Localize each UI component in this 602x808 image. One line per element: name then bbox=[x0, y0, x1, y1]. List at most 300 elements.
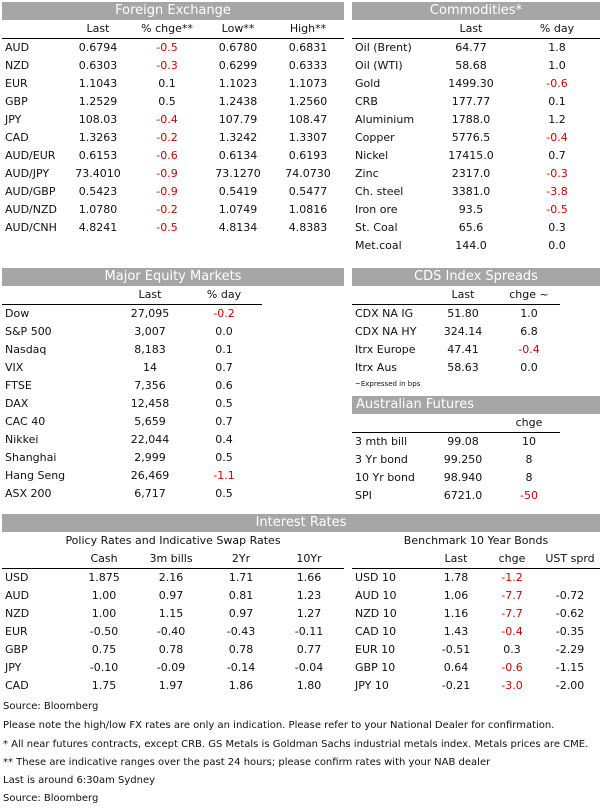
policy-rows bbox=[2, 569, 344, 696]
row-label: USD bbox=[5, 571, 29, 584]
table-row bbox=[352, 641, 600, 659]
table-row bbox=[352, 111, 600, 129]
row-value: 1.0749 bbox=[218, 203, 258, 216]
row-value: -0.2 bbox=[156, 203, 178, 216]
row-label: NZD bbox=[5, 59, 30, 72]
row-value: -0.14 bbox=[226, 661, 256, 674]
row-value: 1.27 bbox=[296, 607, 322, 620]
row-value: 14 bbox=[143, 361, 157, 374]
row-label: AUD/GBP bbox=[5, 185, 56, 198]
fx-title: Foreign Exchange bbox=[2, 2, 344, 20]
row-value: -0.6 bbox=[546, 77, 568, 90]
row-value: 64.77 bbox=[455, 41, 487, 54]
row-label: Nickel bbox=[355, 149, 389, 162]
row-label: CAD bbox=[5, 131, 29, 144]
row-value: 1.71 bbox=[228, 571, 254, 584]
row-label: Gold bbox=[355, 77, 381, 90]
table-row bbox=[2, 641, 344, 659]
row-label: CDX NA HY bbox=[355, 325, 417, 338]
row-label: Aluminium bbox=[355, 113, 415, 126]
row-value: -0.21 bbox=[441, 679, 471, 692]
row-label: Zinc bbox=[355, 167, 379, 180]
row-label: Oil (WTI) bbox=[355, 59, 403, 72]
row-value: 26,469 bbox=[130, 469, 170, 482]
column-header bbox=[352, 414, 428, 433]
row-value: 1.3242 bbox=[218, 131, 258, 144]
row-value: -1.2 bbox=[501, 571, 523, 584]
row-value: -1.1 bbox=[213, 469, 235, 482]
row-value: 99.250 bbox=[443, 453, 483, 466]
table-row bbox=[352, 569, 600, 588]
row-value: 98.940 bbox=[443, 471, 483, 484]
row-value: 0.6193 bbox=[288, 149, 328, 162]
row-value: 93.5 bbox=[458, 203, 484, 216]
table-row bbox=[352, 587, 600, 605]
row-label: EUR 10 bbox=[355, 643, 396, 656]
row-value: 1499.30 bbox=[448, 77, 494, 90]
column-header: UST sprd bbox=[540, 550, 600, 569]
row-label: CAC 40 bbox=[5, 415, 46, 428]
row-value: -0.72 bbox=[555, 589, 585, 602]
row-label: DAX bbox=[5, 397, 29, 410]
row-value: 1.80 bbox=[296, 679, 322, 692]
row-value: 1.78 bbox=[443, 571, 469, 584]
row-value: -0.4 bbox=[156, 113, 178, 126]
row-value: 1.86 bbox=[228, 679, 254, 692]
row-value: 5,659 bbox=[134, 415, 166, 428]
row-value: 0.97 bbox=[158, 589, 184, 602]
row-value: 1.2 bbox=[548, 113, 566, 126]
row-value: 0.97 bbox=[228, 607, 254, 620]
row-label: Copper bbox=[355, 131, 395, 144]
row-value: 1.1043 bbox=[78, 77, 118, 90]
row-value: -0.5 bbox=[546, 203, 568, 216]
row-value: 0.6 bbox=[215, 379, 233, 392]
row-value: 0.77 bbox=[296, 643, 322, 656]
row-value: 27,095 bbox=[130, 307, 170, 320]
table-row bbox=[2, 395, 344, 413]
table-row bbox=[352, 183, 600, 201]
row-value: -0.3 bbox=[156, 59, 178, 72]
table-row bbox=[2, 147, 344, 165]
row-value: 0.5477 bbox=[288, 185, 328, 198]
column-header: Cash bbox=[74, 550, 134, 569]
column-header bbox=[2, 20, 66, 39]
table-row bbox=[352, 93, 600, 111]
footnote-source-2: Source: Bloomberg bbox=[3, 793, 99, 804]
row-value: 0.0 bbox=[520, 361, 538, 374]
row-value: -3.8 bbox=[546, 185, 568, 198]
row-value: -0.2 bbox=[213, 307, 235, 320]
row-label: JPY 10 bbox=[355, 679, 389, 692]
row-value: 177.77 bbox=[451, 95, 491, 108]
commodities-table bbox=[352, 20, 600, 255]
fx-panel bbox=[2, 2, 344, 237]
row-value: 2317.0 bbox=[451, 167, 491, 180]
bonds-table bbox=[352, 550, 600, 695]
row-value: 1.00 bbox=[91, 589, 117, 602]
row-value: 1.0780 bbox=[78, 203, 118, 216]
table-row bbox=[2, 623, 344, 641]
table-row bbox=[2, 467, 344, 485]
row-value: 4.8383 bbox=[288, 221, 328, 234]
column-header: chge bbox=[484, 550, 540, 569]
table-row bbox=[352, 305, 600, 324]
row-value: 1.2560 bbox=[288, 95, 328, 108]
row-label: Iron ore bbox=[355, 203, 398, 216]
row-label: 10 Yr bond bbox=[355, 471, 415, 484]
row-label: Dow bbox=[5, 307, 30, 320]
cds-title: CDS Index Spreads bbox=[352, 268, 600, 286]
row-value: 3,007 bbox=[134, 325, 166, 338]
column-header bbox=[2, 286, 114, 305]
row-value: -0.35 bbox=[555, 625, 585, 638]
table-row bbox=[2, 659, 344, 677]
row-label: AUD bbox=[5, 589, 30, 602]
row-value: 0.6333 bbox=[288, 59, 328, 72]
column-header: Last bbox=[66, 20, 130, 39]
row-value: 2,999 bbox=[134, 451, 166, 464]
row-value: 99.08 bbox=[447, 435, 479, 448]
table-row bbox=[352, 677, 600, 695]
row-value: 0.6794 bbox=[78, 41, 118, 54]
row-value: 1.3307 bbox=[288, 131, 328, 144]
row-value: 1788.0 bbox=[451, 113, 491, 126]
row-value: 324.14 bbox=[443, 325, 483, 338]
row-value: 4.8241 bbox=[78, 221, 118, 234]
equity-panel bbox=[2, 268, 344, 503]
bonds-panel bbox=[352, 532, 600, 695]
row-value: 0.81 bbox=[228, 589, 254, 602]
table-row bbox=[2, 485, 344, 503]
commodities-rows bbox=[352, 39, 600, 256]
column-header: High** bbox=[272, 20, 344, 39]
column-header bbox=[428, 414, 498, 433]
table-row bbox=[2, 183, 344, 201]
row-value: -7.7 bbox=[501, 607, 523, 620]
row-label: EUR bbox=[5, 77, 28, 90]
table-row bbox=[2, 341, 344, 359]
row-value: 1.23 bbox=[296, 589, 322, 602]
table-row bbox=[2, 605, 344, 623]
row-value: -0.4 bbox=[501, 625, 523, 638]
row-value: -0.04 bbox=[294, 661, 324, 674]
row-value: 0.3 bbox=[503, 643, 521, 656]
row-label: GBP 10 bbox=[355, 661, 396, 674]
column-header: % day bbox=[514, 20, 600, 39]
row-label: VIX bbox=[5, 361, 24, 374]
row-value: 1.97 bbox=[158, 679, 184, 692]
table-row bbox=[352, 237, 600, 255]
row-label: CAD 10 bbox=[355, 625, 397, 638]
column-header: chge ~ bbox=[498, 286, 560, 305]
column-header: 2Yr bbox=[208, 550, 274, 569]
row-value: 0.6134 bbox=[218, 149, 258, 162]
row-label: GBP bbox=[5, 95, 28, 108]
row-value: 1.0816 bbox=[288, 203, 328, 216]
row-label: NZD 10 bbox=[355, 607, 397, 620]
row-value: -0.4 bbox=[518, 343, 540, 356]
row-label: JPY bbox=[5, 113, 22, 126]
column-header bbox=[352, 286, 428, 305]
row-value: -0.6 bbox=[156, 149, 178, 162]
row-value: 0.7 bbox=[215, 361, 233, 374]
row-value: 0.5 bbox=[215, 487, 233, 500]
row-label: 3 mth bill bbox=[355, 435, 408, 448]
rates-panel bbox=[2, 514, 600, 532]
row-value: 1.8 bbox=[548, 41, 566, 54]
row-value: 1.66 bbox=[296, 571, 322, 584]
column-header: chge bbox=[498, 414, 560, 433]
table-row bbox=[2, 359, 344, 377]
futures-table bbox=[352, 414, 600, 505]
column-header: Low** bbox=[204, 20, 272, 39]
row-value: 1.75 bbox=[91, 679, 117, 692]
row-value: 144.0 bbox=[455, 239, 487, 252]
row-value: 0.5423 bbox=[78, 185, 118, 198]
row-value: 0.78 bbox=[228, 643, 254, 656]
row-label: 3 Yr bond bbox=[355, 453, 408, 466]
table-row bbox=[352, 129, 600, 147]
row-value: 8,183 bbox=[134, 343, 166, 356]
commodities-title: Commodities* bbox=[352, 2, 600, 20]
table-row bbox=[2, 413, 344, 431]
column-header bbox=[352, 550, 428, 569]
row-value bbox=[540, 569, 600, 588]
rates-title: Interest Rates bbox=[2, 514, 600, 532]
row-value: -2.29 bbox=[555, 643, 585, 656]
row-value: -50 bbox=[520, 489, 538, 502]
futures-title: Australian Futures bbox=[352, 396, 600, 414]
row-value: 0.5 bbox=[215, 451, 233, 464]
fx-rows bbox=[2, 39, 344, 238]
row-value: 3381.0 bbox=[451, 185, 491, 198]
column-header: % day bbox=[186, 286, 262, 305]
column-header: % chge** bbox=[130, 20, 204, 39]
table-row bbox=[2, 129, 344, 147]
row-label: Met.coal bbox=[355, 239, 402, 252]
table-row bbox=[352, 165, 600, 183]
row-value: 0.1 bbox=[215, 343, 233, 356]
row-label: S&P 500 bbox=[5, 325, 52, 338]
row-value: -0.3 bbox=[546, 167, 568, 180]
row-label: St. Coal bbox=[355, 221, 398, 234]
row-value: 6.8 bbox=[520, 325, 538, 338]
row-value: -0.51 bbox=[441, 643, 471, 656]
table-row bbox=[352, 57, 600, 75]
table-row bbox=[2, 305, 344, 324]
row-label: GBP bbox=[5, 643, 28, 656]
row-value: 0.5 bbox=[158, 95, 176, 108]
row-value: 1.2438 bbox=[218, 95, 258, 108]
policy-panel bbox=[2, 532, 344, 695]
row-value: 73.1270 bbox=[215, 167, 261, 180]
row-label: SPI bbox=[355, 489, 372, 502]
row-value: -0.62 bbox=[555, 607, 585, 620]
row-label: FTSE bbox=[5, 379, 32, 392]
row-value: 1.1073 bbox=[288, 77, 328, 90]
table-row bbox=[2, 111, 344, 129]
row-label: USD 10 bbox=[355, 571, 396, 584]
row-value: 7,356 bbox=[134, 379, 166, 392]
row-value: 10 bbox=[522, 435, 536, 448]
table-row bbox=[2, 57, 344, 75]
column-header: Last bbox=[428, 20, 514, 39]
row-value: -0.10 bbox=[89, 661, 119, 674]
row-value: -0.5 bbox=[156, 221, 178, 234]
row-value: -0.50 bbox=[89, 625, 119, 638]
table-row bbox=[2, 449, 344, 467]
commodities-header-row bbox=[352, 20, 600, 39]
row-value: 1.16 bbox=[443, 607, 469, 620]
bonds-header-row bbox=[352, 550, 600, 569]
row-value: 74.0730 bbox=[285, 167, 331, 180]
row-value: 0.75 bbox=[91, 643, 117, 656]
equity-title: Major Equity Markets bbox=[2, 268, 344, 286]
row-value: -0.5 bbox=[156, 41, 178, 54]
row-value: 0.0 bbox=[215, 325, 233, 338]
row-label: Itrx Europe bbox=[355, 343, 416, 356]
row-label: AUD/EUR bbox=[5, 149, 56, 162]
row-value: 6721.0 bbox=[443, 489, 483, 502]
policy-header-row bbox=[2, 550, 344, 569]
table-row bbox=[2, 165, 344, 183]
table-row bbox=[352, 487, 600, 505]
row-label: Itrx Aus bbox=[355, 361, 398, 374]
column-header: Last bbox=[428, 550, 484, 569]
row-label: CDX NA IG bbox=[355, 307, 414, 320]
cds-header-row bbox=[352, 286, 600, 305]
equity-header-row bbox=[2, 286, 344, 305]
table-row bbox=[352, 451, 600, 469]
fx-header-row bbox=[2, 20, 344, 39]
row-label: Nikkei bbox=[5, 433, 39, 446]
table-row bbox=[2, 377, 344, 395]
column-header: 10Yr bbox=[274, 550, 344, 569]
column-header: Last bbox=[114, 286, 186, 305]
row-label: CRB bbox=[355, 95, 378, 108]
row-value: 0.5419 bbox=[218, 185, 258, 198]
bonds-rows bbox=[352, 569, 600, 696]
row-label: EUR bbox=[5, 625, 28, 638]
row-value: 5776.5 bbox=[451, 131, 491, 144]
row-value: 58.63 bbox=[447, 361, 479, 374]
row-label: Oil (Brent) bbox=[355, 41, 412, 54]
table-row bbox=[2, 677, 344, 695]
row-value: 1.1023 bbox=[218, 77, 258, 90]
column-header: 3m bills bbox=[134, 550, 208, 569]
row-value: -1.15 bbox=[555, 661, 585, 674]
row-value: -0.40 bbox=[156, 625, 186, 638]
row-value: 0.0 bbox=[548, 239, 566, 252]
row-value: 2.16 bbox=[158, 571, 184, 584]
row-label: ASX 200 bbox=[5, 487, 52, 500]
commodities-panel bbox=[352, 2, 600, 255]
table-row bbox=[2, 219, 344, 237]
row-label: CAD bbox=[5, 679, 29, 692]
row-value: 0.7 bbox=[548, 149, 566, 162]
row-value: -0.43 bbox=[226, 625, 256, 638]
footnote-time: Last is around 6:30am Sydney bbox=[3, 775, 156, 786]
futures-header-row bbox=[352, 414, 600, 433]
table-row bbox=[2, 93, 344, 111]
cds-rows bbox=[352, 305, 600, 378]
row-value: -0.11 bbox=[294, 625, 324, 638]
row-value: -0.4 bbox=[546, 131, 568, 144]
row-value: 0.6780 bbox=[218, 41, 258, 54]
table-row bbox=[352, 359, 600, 377]
row-value: 0.4 bbox=[215, 433, 233, 446]
table-row bbox=[352, 323, 600, 341]
row-value: 108.03 bbox=[78, 113, 118, 126]
futures-panel bbox=[352, 396, 600, 505]
footnote-source-1: Source: Bloomberg bbox=[3, 701, 99, 712]
row-value: 1.0 bbox=[520, 307, 538, 320]
row-value: 0.64 bbox=[443, 661, 469, 674]
row-value: 47.41 bbox=[447, 343, 479, 356]
footnote-fx-range: Please note the high/low FX rates are only an indication. Please refer to your National Dealer for confirmation. bbox=[3, 720, 555, 731]
table-row bbox=[352, 39, 600, 58]
row-value: -2.00 bbox=[555, 679, 585, 692]
row-value: -7.7 bbox=[501, 589, 523, 602]
row-value: 6,717 bbox=[134, 487, 166, 500]
table-row bbox=[352, 433, 600, 452]
table-row bbox=[2, 587, 344, 605]
fx-table bbox=[2, 20, 344, 237]
row-value: -0.09 bbox=[156, 661, 186, 674]
table-row bbox=[352, 623, 600, 641]
table-row bbox=[2, 323, 344, 341]
row-value: -3.0 bbox=[501, 679, 523, 692]
row-label: AUD 10 bbox=[355, 589, 397, 602]
row-value: 22,044 bbox=[130, 433, 170, 446]
futures-rows bbox=[352, 433, 600, 506]
policy-subtitle: Policy Rates and Indicative Swap Rates bbox=[65, 534, 281, 547]
table-row bbox=[352, 219, 600, 237]
policy-table bbox=[2, 550, 344, 695]
table-row bbox=[352, 75, 600, 93]
footnote-futures: * All near futures contracts, except CRB. GS Metals is Goldman Sachs industrial metals index. Metals prices are CME. bbox=[3, 739, 589, 750]
footnote-ranges: ** These are indicative ranges over the past 24 hours; please confirm rates with your NAB dealer bbox=[3, 757, 491, 768]
row-value: 1.2529 bbox=[78, 95, 118, 108]
column-header bbox=[2, 550, 74, 569]
row-value: 0.7 bbox=[215, 415, 233, 428]
table-row bbox=[352, 469, 600, 487]
table-row bbox=[2, 75, 344, 93]
row-value: 0.6153 bbox=[78, 149, 118, 162]
row-value: 8 bbox=[525, 453, 533, 466]
row-value: 108.47 bbox=[288, 113, 328, 126]
row-value: 58.68 bbox=[455, 59, 487, 72]
row-label: AUD bbox=[5, 41, 30, 54]
row-value: 1.43 bbox=[443, 625, 469, 638]
row-label: Shanghai bbox=[5, 451, 57, 464]
table-row bbox=[352, 341, 600, 359]
cds-panel bbox=[352, 268, 600, 391]
table-row bbox=[2, 201, 344, 219]
row-label: Hang Seng bbox=[5, 469, 66, 482]
row-value: 51.80 bbox=[447, 307, 479, 320]
column-header: Last bbox=[428, 286, 498, 305]
cds-table bbox=[352, 286, 600, 377]
row-value: 1.875 bbox=[88, 571, 120, 584]
row-value: 0.6299 bbox=[218, 59, 258, 72]
row-label: Nasdaq bbox=[5, 343, 47, 356]
row-value: 0.78 bbox=[158, 643, 184, 656]
row-value: 17415.0 bbox=[448, 149, 494, 162]
row-value: 12,458 bbox=[130, 397, 170, 410]
table-row bbox=[352, 605, 600, 623]
